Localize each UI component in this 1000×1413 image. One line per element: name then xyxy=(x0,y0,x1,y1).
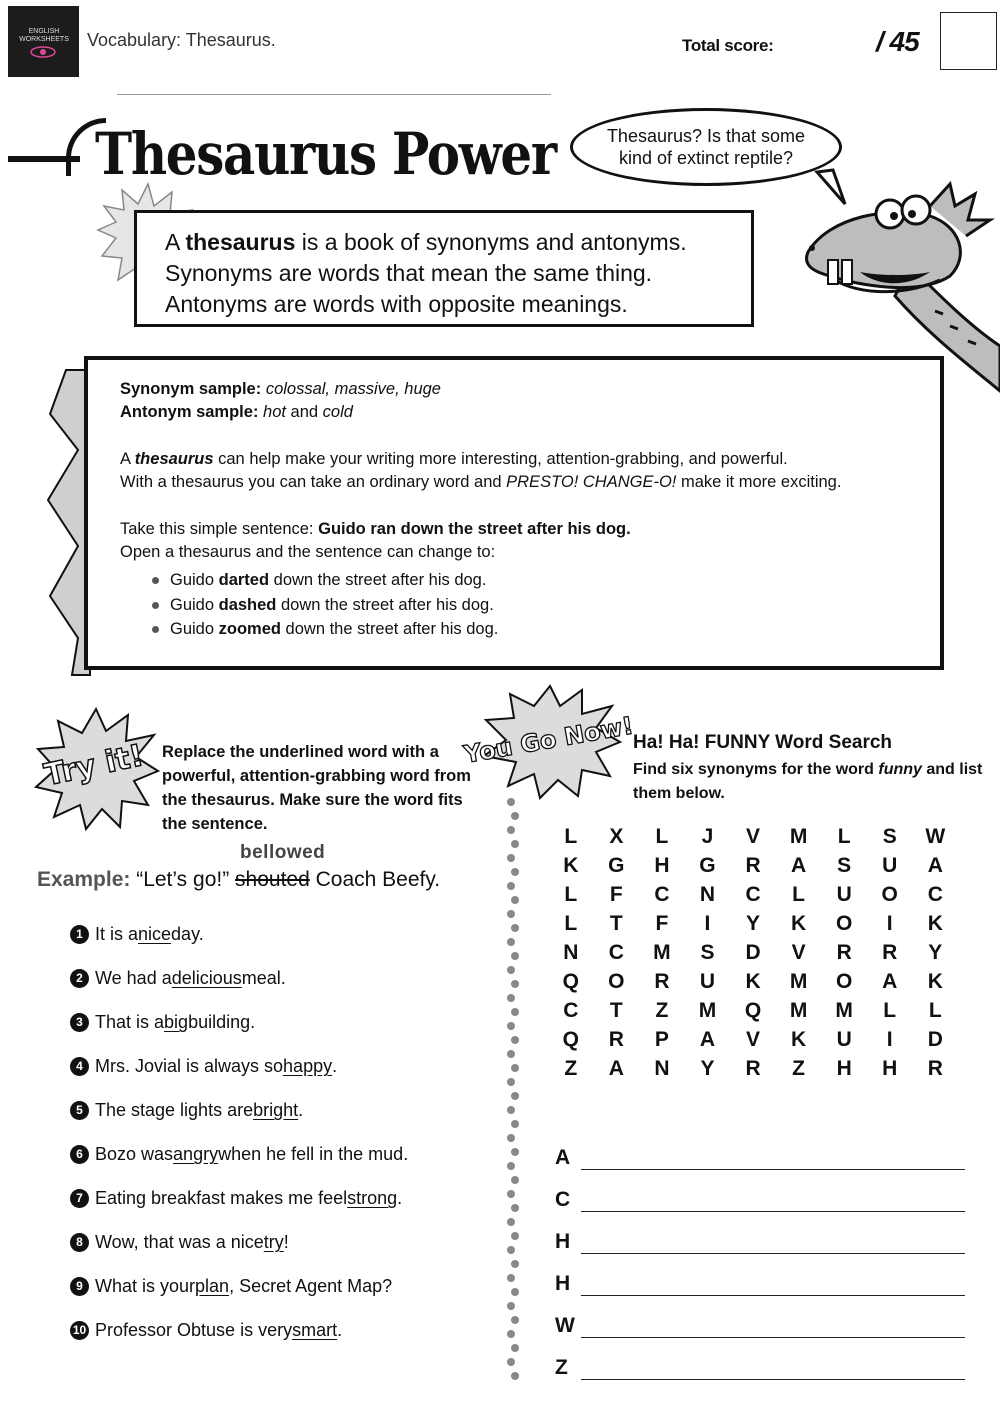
question-item: 4 Mrs. Jovial is always so happy . xyxy=(70,1044,490,1088)
info-paragraph-1: A thesaurus can help make your writing more interesting, attention-grabbing, and powerful. xyxy=(120,450,788,468)
grid-letter[interactable]: S xyxy=(837,854,852,877)
antonym-sample: Antonym sample: hot and cold xyxy=(120,403,353,421)
answer-input[interactable] xyxy=(581,1225,965,1254)
question-number: 3 xyxy=(70,1013,89,1032)
question-number: 10 xyxy=(70,1321,89,1340)
list-item: Guido zoomed down the street after his dog. xyxy=(170,617,940,642)
divider-dot xyxy=(507,1302,515,1310)
grid-letter[interactable]: Q xyxy=(744,999,762,1022)
underlined-word: big xyxy=(164,1012,189,1032)
grid-letter[interactable]: N xyxy=(654,1057,670,1080)
grid-letter[interactable]: H xyxy=(654,854,670,877)
word-search-answers xyxy=(555,1128,965,1380)
grid-letter[interactable]: R xyxy=(836,941,852,964)
grid-letter[interactable]: Z xyxy=(564,1057,578,1080)
grid-letter[interactable]: U xyxy=(882,854,898,877)
grid-letter[interactable]: L xyxy=(564,883,578,906)
word-search-instructions: Find six synonyms for the word funny and list them below. xyxy=(633,761,983,802)
grid-letter[interactable]: M xyxy=(789,825,808,848)
question-item: 5 The stage lights are bright . xyxy=(70,1088,490,1132)
answer-input[interactable] xyxy=(581,1267,965,1296)
grid-letter[interactable]: K xyxy=(791,912,807,935)
question-number: 6 xyxy=(70,1145,89,1164)
divider-dot xyxy=(511,1372,519,1380)
grid-letter[interactable]: F xyxy=(609,883,623,906)
grid-letter[interactable]: K xyxy=(791,1028,807,1051)
grid-row xyxy=(548,967,958,996)
answer-row xyxy=(555,1296,965,1338)
answer-start-letter: A xyxy=(555,1146,571,1169)
grid-letter[interactable]: A xyxy=(882,970,898,993)
definition-box xyxy=(134,210,754,327)
speech-bubble xyxy=(570,108,842,186)
divider-dot xyxy=(511,1120,519,1128)
grid-letter[interactable]: M xyxy=(835,999,853,1022)
example-sentence: Example: “Let’s go!” shouted Coach Beefy. xyxy=(37,868,441,891)
grid-letter[interactable]: L xyxy=(883,999,897,1022)
grid-letter[interactable]: S xyxy=(700,941,715,964)
divider-dot xyxy=(511,1148,519,1156)
grid-letter[interactable]: C xyxy=(927,883,943,906)
header-divider xyxy=(117,94,551,95)
word-search-grid xyxy=(548,822,958,1083)
divider-dot xyxy=(511,896,519,904)
grid-letter[interactable]: U xyxy=(699,970,716,993)
grid-letter[interactable]: H xyxy=(882,1057,898,1080)
sample-sentence: Take this simple sentence: Guido ran down the street after his dog. xyxy=(120,520,631,538)
grid-letter[interactable]: H xyxy=(836,1057,852,1080)
info-zigzag-decoration xyxy=(38,370,90,675)
question-item: 6 Bozo was angry when he fell in the mud. xyxy=(70,1132,490,1176)
grid-letter[interactable]: L xyxy=(792,883,805,906)
question-item: 7 Eating breakfast makes me feel strong . xyxy=(70,1176,490,1220)
grid-letter[interactable]: R xyxy=(927,1057,943,1080)
grid-letter[interactable]: Q xyxy=(562,970,579,993)
grid-letter[interactable]: L xyxy=(655,825,669,848)
divider-dot xyxy=(511,924,519,932)
underlined-word: angry xyxy=(173,1144,219,1164)
divider-dot xyxy=(507,994,515,1002)
grid-letter[interactable]: C xyxy=(654,883,670,906)
underlined-word: happy xyxy=(283,1056,333,1076)
answer-start-letter: W xyxy=(555,1314,575,1337)
grid-row xyxy=(548,1054,958,1083)
score-box[interactable] xyxy=(940,12,997,70)
answer-input[interactable] xyxy=(581,1183,965,1212)
grid-letter[interactable]: A xyxy=(608,1057,624,1080)
grid-letter[interactable]: Y xyxy=(746,912,761,935)
underlined-word: nice xyxy=(138,924,172,944)
divider-dot xyxy=(507,1134,515,1142)
answer-start-letter: H xyxy=(555,1230,571,1253)
divider-dot xyxy=(507,966,515,974)
underlined-word: try xyxy=(263,1232,284,1252)
underlined-word: plan xyxy=(195,1276,230,1296)
question-number: 8 xyxy=(70,1233,89,1252)
grid-letter[interactable]: K xyxy=(563,854,579,877)
grid-letter[interactable]: K xyxy=(927,912,943,935)
divider-dot xyxy=(511,812,519,820)
question-number: 1 xyxy=(70,925,89,944)
grid-letter[interactable]: O xyxy=(835,912,853,935)
sample-list xyxy=(120,568,940,642)
grid-row xyxy=(548,938,958,967)
grid-row xyxy=(548,996,958,1025)
grid-letter[interactable]: S xyxy=(882,825,897,848)
definition-line-2: Synonyms are words that mean the same thing. xyxy=(165,260,653,286)
try-it-instructions: Replace the underlined word with a powerful, attention-grabbing word from the thesaurus. Make sure the word fits the sentence. xyxy=(162,743,471,833)
underlined-word: strong xyxy=(347,1188,398,1208)
answer-row xyxy=(555,1338,965,1380)
grid-letter[interactable]: R xyxy=(745,854,761,877)
grid-letter[interactable]: C xyxy=(563,999,579,1022)
grid-letter[interactable]: Z xyxy=(655,999,669,1022)
info-box xyxy=(84,356,944,670)
definition-line-3: Antonyms are words with opposite meanings. xyxy=(165,291,628,317)
grid-letter[interactable]: A xyxy=(791,854,807,877)
grid-letter[interactable]: U xyxy=(836,1028,852,1051)
grid-letter[interactable]: M xyxy=(653,941,671,964)
grid-letter[interactable]: G xyxy=(608,854,625,877)
grid-letter[interactable]: J xyxy=(701,825,714,848)
grid-letter[interactable]: M xyxy=(789,999,808,1022)
answer-start-letter: H xyxy=(555,1272,571,1295)
grid-letter[interactable]: N xyxy=(699,883,716,906)
question-number: 5 xyxy=(70,1101,89,1120)
grid-letter[interactable]: V xyxy=(746,1028,761,1051)
grid-letter[interactable]: I xyxy=(704,912,711,935)
underlined-word: delicious xyxy=(171,968,242,988)
divider-dot xyxy=(507,826,515,834)
grid-letter[interactable]: M xyxy=(789,970,808,993)
grid-letter[interactable]: D xyxy=(745,941,761,964)
try-it-badge-text: Try it! xyxy=(41,738,147,794)
answer-input[interactable] xyxy=(581,1141,965,1170)
grid-letter[interactable]: V xyxy=(791,941,806,964)
grid-letter[interactable]: A xyxy=(927,854,943,877)
bubble-line-2: kind of extinct reptile? xyxy=(618,148,794,168)
total-score-label: Total score: xyxy=(682,36,774,55)
question-item: 2 We had a delicious meal. xyxy=(70,956,490,1000)
answer-input[interactable] xyxy=(581,1309,965,1338)
definition-line-1: A thesaurus is a book of synonyms and antonyms. xyxy=(165,229,687,255)
grid-letter[interactable]: T xyxy=(609,999,623,1022)
grid-letter[interactable]: Z xyxy=(792,1057,805,1080)
divider-dot xyxy=(511,1232,519,1240)
you-go-now-badge-text: You Go Now! xyxy=(461,711,636,769)
grid-letter[interactable]: L xyxy=(564,912,578,935)
divider-dot xyxy=(511,1064,519,1072)
question-number: 7 xyxy=(70,1189,89,1208)
divider-dot xyxy=(511,1008,519,1016)
synonym-sample: Synonym sample: colossal, massive, huge xyxy=(120,380,441,398)
grid-letter[interactable]: D xyxy=(927,1028,943,1051)
list-item: Guido dashed down the street after his dog. xyxy=(170,593,940,618)
grid-letter[interactable]: R xyxy=(608,1028,624,1051)
question-list xyxy=(70,912,490,1352)
divider-dot xyxy=(511,1316,519,1324)
answer-row xyxy=(555,1212,965,1254)
grid-letter[interactable]: Q xyxy=(562,1028,579,1051)
divider-dot xyxy=(507,1246,515,1254)
grid-letter[interactable]: I xyxy=(886,912,893,935)
example-replacement-word: bellowed xyxy=(240,842,326,863)
document-title: Vocabulary: Thesaurus. xyxy=(87,30,276,50)
grid-letter[interactable]: N xyxy=(563,941,579,964)
question-item: 3 That is a big building. xyxy=(70,1000,490,1044)
divider-dot xyxy=(507,1358,515,1366)
grid-letter[interactable]: G xyxy=(699,854,716,877)
eye-icon xyxy=(30,46,56,58)
divider-dot xyxy=(511,952,519,960)
grid-letter[interactable]: O xyxy=(608,970,625,993)
divider-dot xyxy=(507,938,515,946)
divider-dot xyxy=(507,1162,515,1170)
grid-letter[interactable]: W xyxy=(925,825,946,848)
answer-start-letter: C xyxy=(555,1188,571,1211)
grid-letter[interactable]: F xyxy=(655,912,669,935)
try-it-badge xyxy=(32,705,160,830)
grid-letter[interactable]: V xyxy=(746,825,761,848)
grid-letter[interactable]: C xyxy=(608,941,624,964)
bubble-line-1: Thesaurus? Is that some xyxy=(606,126,806,146)
answer-row xyxy=(555,1254,965,1296)
divider-dot xyxy=(507,1106,515,1114)
grid-row xyxy=(548,1025,958,1054)
grid-letter[interactable]: O xyxy=(835,970,853,993)
dotted-divider xyxy=(503,798,525,1388)
grid-row xyxy=(548,822,958,851)
logo-text: ENGLISH WORKSHEETS xyxy=(19,28,69,43)
grid-letter[interactable]: X xyxy=(609,825,624,848)
divider-dot xyxy=(507,910,515,918)
grid-row xyxy=(548,909,958,938)
divider-dot xyxy=(511,1036,519,1044)
answer-row xyxy=(555,1170,965,1212)
grid-letter[interactable]: C xyxy=(745,883,761,906)
divider-dot xyxy=(511,1092,519,1100)
divider-dot xyxy=(507,1330,515,1338)
grid-letter[interactable]: K xyxy=(927,970,943,993)
divider-dot xyxy=(511,840,519,848)
grid-letter[interactable]: P xyxy=(654,1028,669,1051)
grid-letter[interactable]: Y xyxy=(928,941,943,964)
total-score-max: / 45 xyxy=(876,26,919,57)
divider-dot xyxy=(507,1050,515,1058)
word-search-title: Ha! Ha! FUNNY Word Search xyxy=(633,732,893,753)
grid-letter[interactable]: L xyxy=(564,825,578,848)
grid-letter[interactable]: T xyxy=(609,912,623,935)
answer-input[interactable] xyxy=(581,1351,965,1380)
grid-letter[interactable]: R xyxy=(882,941,898,964)
grid-row xyxy=(548,851,958,880)
divider-dot xyxy=(507,854,515,862)
score-input[interactable] xyxy=(941,13,1000,71)
page-title: Thesaurus Power xyxy=(95,120,556,188)
question-number: 2 xyxy=(70,969,89,988)
answer-row xyxy=(555,1128,965,1170)
grid-letter[interactable]: U xyxy=(836,883,852,906)
you-go-now-badge xyxy=(461,682,636,800)
grid-letter[interactable]: R xyxy=(745,1057,761,1080)
question-item: 10 Professor Obtuse is very smart . xyxy=(70,1308,490,1352)
divider-dot xyxy=(507,1274,515,1282)
question-item: 1 It is a nice day. xyxy=(70,912,490,956)
divider-dot xyxy=(507,1218,515,1226)
grid-letter[interactable]: R xyxy=(654,970,670,993)
divider-dot xyxy=(507,1022,515,1030)
grid-letter[interactable]: I xyxy=(886,1028,893,1051)
grid-row xyxy=(548,880,958,909)
underlined-word: bright xyxy=(253,1100,299,1120)
divider-dot xyxy=(511,868,519,876)
logo xyxy=(8,6,79,77)
question-number: 4 xyxy=(70,1057,89,1076)
grid-letter[interactable]: Y xyxy=(700,1057,715,1080)
grid-letter[interactable]: A xyxy=(699,1028,716,1051)
divider-dot xyxy=(507,1078,515,1086)
question-item: 8 Wow, that was a nice try ! xyxy=(70,1220,490,1264)
grid-letter[interactable]: O xyxy=(881,883,898,906)
list-item: Guido darted down the street after his dog. xyxy=(170,568,940,593)
grid-letter[interactable]: K xyxy=(745,970,761,993)
divider-dot xyxy=(511,1288,519,1296)
divider-dot xyxy=(507,882,515,890)
answer-start-letter: Z xyxy=(555,1356,568,1379)
grid-letter[interactable]: L xyxy=(837,825,851,848)
underlined-word: smart xyxy=(292,1320,338,1340)
question-number: 9 xyxy=(70,1277,89,1296)
divider-dot xyxy=(507,1190,515,1198)
sample-intro: Open a thesaurus and the sentence can change to: xyxy=(120,543,496,561)
grid-letter[interactable]: L xyxy=(928,999,942,1022)
divider-dot xyxy=(511,1204,519,1212)
question-item: 9 What is your plan , Secret Agent Map? xyxy=(70,1264,490,1308)
grid-letter[interactable]: M xyxy=(698,999,717,1022)
divider-dot xyxy=(511,1176,519,1184)
divider-dot xyxy=(511,980,519,988)
info-paragraph-2: With a thesaurus you can take an ordinary word and PRESTO! CHANGE-O! make it more exciting. xyxy=(120,473,842,491)
divider-dot xyxy=(511,1344,519,1352)
divider-dot xyxy=(511,1260,519,1268)
